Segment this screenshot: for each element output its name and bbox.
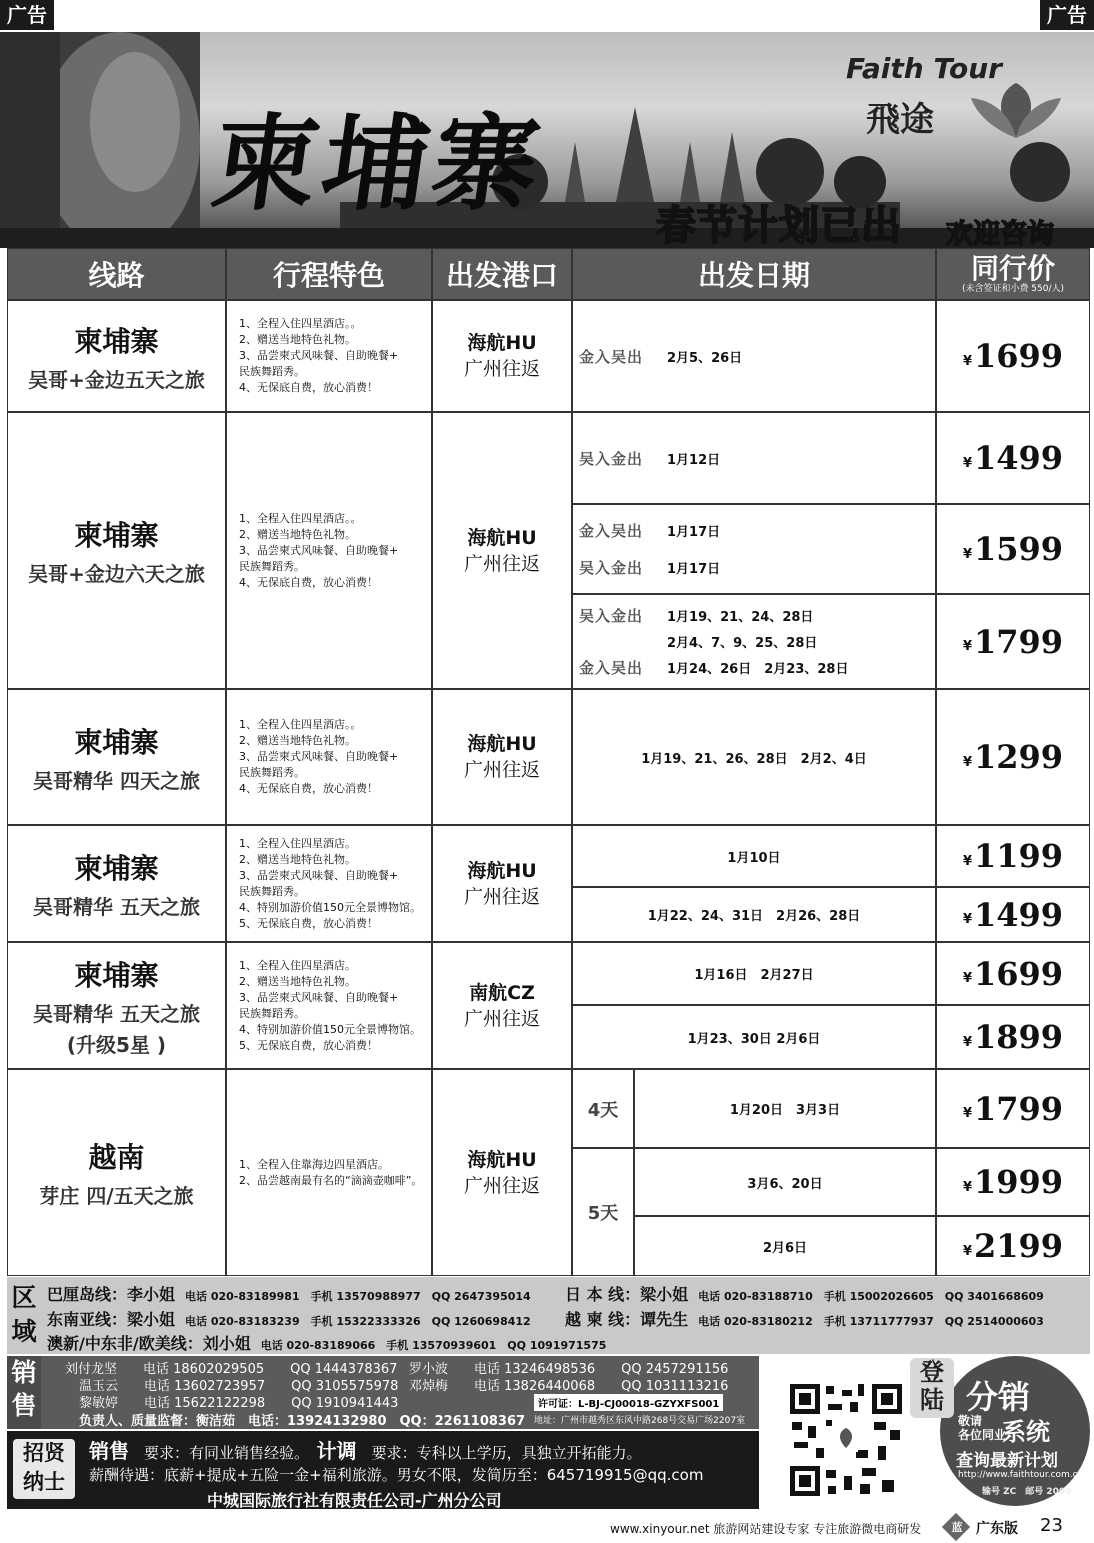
- promo-signature: 输号 ZC 邮号 2009: [982, 1487, 1072, 1497]
- feature-item: 3、品尝柬式风味餐、自助晚餐+: [239, 990, 399, 1004]
- departure-dates-cell: [572, 942, 936, 1005]
- contact-name: 东南亚线：梁小姐: [47, 1310, 176, 1329]
- currency-symbol: ¥: [962, 639, 972, 654]
- sales-contacts: [7, 1356, 759, 1429]
- qr-code-icon[interactable]: [786, 1380, 906, 1500]
- port-cell: [432, 825, 572, 942]
- welcome-inquiry-banner: 欢迎咨询: [946, 219, 1054, 248]
- departure-dates-cell: [572, 1005, 936, 1069]
- feature-item: 1、全程入住四星酒店。。: [239, 511, 362, 525]
- route-destination: 柬埔寨: [74, 725, 159, 759]
- features-cell: [226, 689, 432, 825]
- airline: 海航HU: [467, 733, 537, 755]
- route-description: 吴哥精华 五天之旅: [33, 895, 200, 919]
- feature-item: 2、赠送当地特色礼物。: [239, 527, 356, 541]
- route-cell: [7, 1069, 226, 1276]
- ad-tag-left: 广告: [0, 0, 54, 30]
- duration-label-cell: [572, 1069, 634, 1148]
- header-features-label: 行程特色: [272, 259, 385, 292]
- page-number: 23: [1040, 1515, 1063, 1536]
- feature-item: 民族舞蹈秀。: [239, 365, 305, 378]
- departure-dates-cell: [572, 689, 936, 825]
- sales-row: 温玉云 电话 13602723957 QQ 3105575978: [79, 1379, 399, 1394]
- feature-item: 民族舞蹈秀。: [239, 1006, 305, 1020]
- departure-dates: 2月4、7、9、25、28日: [667, 636, 818, 651]
- price-value: 1299: [973, 738, 1064, 776]
- airline: 海航HU: [467, 859, 537, 882]
- contact-name: 越 柬 线：谭先生: [565, 1310, 689, 1329]
- route-cell: [7, 300, 226, 412]
- currency-symbol: ¥: [962, 353, 972, 369]
- sales-manager: 负责人、质量监督：衡洁茹 电话：13924132980 QQ：2261108367: [79, 1414, 526, 1429]
- price-value: 1699: [973, 337, 1064, 375]
- feature-item: 民族舞蹈秀。: [239, 884, 305, 898]
- header-route: [7, 248, 226, 300]
- price-cell: [936, 1216, 1090, 1276]
- sales-tag: 销售: [7, 1356, 41, 1429]
- feature-item: 4、无保底自费，放心消费！: [239, 782, 378, 795]
- contact-row: [565, 1282, 1044, 1305]
- header-price-label: 同行价: [970, 251, 1055, 285]
- recruitment-section: [7, 1431, 759, 1509]
- departure-dates: 1月17日: [667, 562, 721, 577]
- header-price: [936, 248, 1090, 300]
- contact-row: [565, 1307, 1044, 1330]
- departure-dates: 1月16日 2月27日: [694, 968, 814, 983]
- feature-item: 1、全程入住四星酒店。: [239, 836, 356, 850]
- currency-symbol: ¥: [962, 853, 972, 869]
- feature-item: 3、品尝柬式风味餐、自助晚餐+: [239, 543, 399, 557]
- sales-row: 刘付龙坚 电话 18602029505 QQ 1444378367: [65, 1362, 398, 1377]
- entry-exit-label: 金入吴出: [579, 659, 644, 677]
- route-description: 吴哥精华 四天之旅: [33, 768, 200, 793]
- route-cell: [7, 412, 226, 689]
- departure-dates: 1月17日: [667, 525, 721, 540]
- departure-dates-cell: [572, 594, 936, 689]
- price-cell: [936, 942, 1090, 1005]
- header-dates-label: 出发日期: [697, 259, 810, 292]
- contact-info: 电话 020-83180212 手机 13711777937 QQ 2514000603: [698, 1315, 1044, 1328]
- footer-badge: 蓝: [951, 1521, 963, 1534]
- route-description: 吴哥+金边五天之旅: [28, 367, 205, 392]
- license-number: 许可证：L-BJ-CJ00018-GZYXFS001: [534, 1394, 723, 1411]
- contact-name: 日 本 线：梁小姐: [565, 1285, 689, 1304]
- currency-symbol: ¥: [962, 754, 972, 770]
- feature-item: 2、赠送当地特色礼物。: [239, 734, 356, 747]
- feature-item: 4、特别加游价值150元全景博物馆。: [239, 900, 421, 914]
- company-address: 地址：广州市越秀区东风中路268号交易广场2207室: [534, 1416, 746, 1426]
- airline: 海航HU: [467, 1148, 537, 1171]
- currency-symbol: ¥: [962, 912, 972, 927]
- duration-label: 5天: [587, 1203, 619, 1224]
- contact-name: 巴厘岛线：李小姐: [47, 1285, 176, 1304]
- feature-item: 2、赠送当地特色礼物。: [239, 333, 356, 346]
- faith-tour-logo: Faith Tour 飛途: [846, 52, 1076, 152]
- footer-text: www.xinyour.net 旅游网站建设专家 专注旅游微电商研发: [610, 1522, 922, 1536]
- feature-item: 2、赠送当地特色礼物。: [239, 852, 356, 866]
- departure-dates-cell: [572, 300, 936, 412]
- currency-symbol: ¥: [962, 1106, 972, 1121]
- entry-exit-label: 吴入金出: [579, 449, 644, 468]
- price-cell: [936, 887, 1090, 942]
- price-cell: [936, 825, 1090, 887]
- header-route-label: 线路: [88, 259, 145, 292]
- departure-dates: 1月22、24、31日 2月26、28日: [647, 909, 861, 924]
- contact-row: [47, 1282, 531, 1305]
- contact-row: [47, 1307, 531, 1330]
- departure-dates-cell: [572, 504, 936, 594]
- recruit-tag: 招贤纳士: [13, 1439, 75, 1499]
- features-cell: [226, 300, 432, 412]
- promo-system: 系统: [1002, 1418, 1050, 1446]
- header-dates: [572, 248, 936, 300]
- price-value: 1799: [973, 1089, 1064, 1128]
- feature-item: 4、特别加游价值150元全景博物馆。: [239, 1022, 421, 1036]
- feature-item: 1、全程入住四星酒店。。: [239, 718, 362, 731]
- price-value: 1699: [973, 954, 1064, 993]
- price-value: 1799: [973, 622, 1064, 661]
- currency-symbol: ¥: [962, 1034, 972, 1050]
- departure-dates: 1月24、26日 2月23、28日: [667, 662, 849, 677]
- route-cell: [7, 689, 226, 825]
- contact-row: [47, 1331, 606, 1354]
- price-value: 1499: [973, 439, 1064, 477]
- feature-item: 3、品尝柬式风味餐、自助晚餐+: [239, 349, 399, 362]
- sales-row: 罗小波 电话 13246498536 QQ 2457291156: [409, 1362, 729, 1377]
- header-port: [432, 248, 572, 300]
- contact-info: 电话 020-83188710 手机 15002026605 QQ 3401668609: [698, 1290, 1044, 1303]
- airline: 海航HU: [467, 526, 537, 549]
- features-cell: [226, 1069, 432, 1276]
- price-cell: [936, 1005, 1090, 1069]
- route-destination: 越南: [88, 1141, 145, 1174]
- price-value: 1899: [973, 1018, 1064, 1056]
- entry-exit-label: 吴入金出: [579, 559, 644, 577]
- departure-dates-cell: [634, 1148, 936, 1216]
- route-destination: 柬埔寨: [74, 324, 159, 358]
- currency-symbol: ¥: [962, 455, 972, 471]
- feature-item: 1、全程入住靠海边四星酒店。: [239, 1157, 389, 1171]
- departure-dates: 1月19、21、26、28日 2月2、4日: [641, 751, 867, 767]
- entry-exit-label: 吴入金出: [579, 607, 644, 625]
- price-value: 1199: [973, 837, 1064, 875]
- port-cell: [432, 1069, 572, 1276]
- port-cell: [432, 689, 572, 825]
- regional-contacts: [7, 1277, 1090, 1354]
- promo-title: 分销: [966, 1378, 1031, 1416]
- entry-exit-label: 金入吴出: [579, 347, 644, 366]
- departure-dates-cell: [572, 887, 936, 942]
- port-cell: [432, 300, 572, 412]
- contact-info: 电话 020-83189981 手机 13570988977 QQ 2647395014: [185, 1290, 531, 1303]
- feature-item: 1、全程入住四星酒店。: [239, 958, 356, 972]
- sales-row: 邓焯梅 电话 13826440068 QQ 1031113216: [409, 1379, 729, 1394]
- header-port-label: 出发港口: [445, 259, 558, 292]
- feature-item: 5、无保底自费，放心消费！: [239, 1038, 378, 1052]
- price-cell: [936, 1069, 1090, 1148]
- price-cell: [936, 689, 1090, 825]
- departure-city: 广州往返: [463, 759, 540, 781]
- lotus-logo-icon: [966, 78, 1066, 148]
- currency-symbol: ¥: [962, 1243, 972, 1259]
- hero-banner: [0, 32, 1094, 248]
- departure-dates: 1月20日 3月3日: [729, 1103, 841, 1118]
- tour-price-table: [7, 248, 1090, 1276]
- spring-festival-banner: 春节计划已出: [656, 203, 902, 248]
- price-value: 2199: [973, 1227, 1064, 1265]
- route-description: 吴哥精华 五天之旅: [33, 1001, 200, 1026]
- features-cell: [226, 942, 432, 1069]
- route-cell: [7, 825, 226, 942]
- header-features: [226, 248, 432, 300]
- feature-item: 2、赠送当地特色礼物。: [239, 974, 356, 988]
- page-footer: [0, 1512, 1094, 1543]
- feature-item: 4、无保底自费，放心消费！: [239, 575, 378, 589]
- features-cell: [226, 412, 432, 689]
- currency-symbol: ¥: [962, 971, 972, 986]
- duration-label-cell: [572, 1148, 634, 1276]
- departure-dates-cell: [572, 825, 936, 887]
- price-cell: [936, 1148, 1090, 1216]
- route-destination: 柬埔寨: [74, 519, 159, 552]
- departure-dates: 1月23、30日 2月6日: [687, 1031, 821, 1047]
- currency-symbol: ¥: [962, 1179, 972, 1195]
- feature-item: 1、全程入住四星酒店。。: [239, 317, 362, 330]
- price-cell: [936, 412, 1090, 504]
- price-value: 1599: [973, 530, 1064, 568]
- currency-symbol: ¥: [962, 546, 972, 562]
- departure-dates: 1月10日: [727, 850, 781, 866]
- port-cell: [432, 942, 572, 1069]
- departure-dates: 3月6、20日: [747, 1176, 823, 1192]
- feature-item: 4、无保底自费，放心消费！: [239, 381, 378, 394]
- features-cell: [226, 825, 432, 942]
- sales-row: 黎敏婷 电话 15622122298 QQ 1910941443: [79, 1396, 399, 1411]
- departure-city: 广州往返: [463, 1174, 540, 1197]
- edition-label: 广东版: [976, 1521, 1018, 1537]
- price-value: 1999: [973, 1163, 1064, 1201]
- hero-title: 柬埔寨: [205, 102, 553, 225]
- route-cell: [7, 942, 226, 1069]
- feature-item: 3、品尝柬式风味餐、自助晚餐+: [239, 750, 399, 763]
- departure-dates-cell: [634, 1216, 936, 1276]
- departure-dates: 2月6日: [762, 1240, 808, 1256]
- departure-city: 广州往返: [463, 358, 540, 380]
- feature-item: 民族舞蹈秀。: [239, 559, 305, 573]
- departure-city: 广州往返: [463, 1007, 540, 1030]
- company-name: 中城国际旅行社有限责任公司-广州分公司: [207, 1491, 502, 1510]
- departure-city: 广州往返: [463, 885, 540, 908]
- contact-info: 电话 020-83189066 手机 13570939601 QQ 1091971575: [260, 1339, 607, 1352]
- login-tag[interactable]: 登陆: [910, 1358, 954, 1418]
- departure-city: 广州往返: [463, 552, 540, 575]
- price-cell: [936, 300, 1090, 412]
- duration-label: 4天: [587, 1099, 619, 1121]
- route-description: 芽庄 四/五天之旅: [39, 1184, 194, 1208]
- entry-exit-label: 金入吴出: [579, 522, 644, 540]
- feature-item: 2、品尝越南最有名的“滴滴壶咖啡”。: [239, 1173, 423, 1187]
- price-cell: [936, 594, 1090, 689]
- promo-invite: 敬请 各位同业: [958, 1414, 1007, 1442]
- airline: 海航HU: [467, 332, 537, 354]
- distribution-system-promo[interactable]: [910, 1356, 1090, 1506]
- promo-url[interactable]: http://www.faithtour.com.cn: [958, 1470, 1084, 1480]
- region-tag: 区域: [11, 1283, 37, 1346]
- contact-info: 电话 020-83183239 手机 15322333326 QQ 1260698412: [185, 1315, 531, 1328]
- route-destination: 柬埔寨: [74, 852, 159, 885]
- price-value: 1499: [973, 895, 1064, 934]
- route-description: (升级5星 ): [66, 1032, 167, 1057]
- route-destination: 柬埔寨: [74, 958, 159, 992]
- contact-name: 澳新/中东非/欧美线：刘小姐: [47, 1334, 251, 1353]
- promo-query: 查询最新计划: [956, 1451, 1058, 1471]
- departure-dates: 2月5、26日: [667, 350, 743, 366]
- departure-dates: 1月19、21、24、28日: [667, 610, 814, 625]
- header-price-note: (未含签证和小费 550/人): [961, 283, 1065, 294]
- airline: 南航CZ: [469, 981, 535, 1004]
- feature-item: 民族舞蹈秀。: [239, 766, 305, 779]
- recruit-roles: 销售 要求：有同业销售经验。 计调 要求：专科以上学历，具独立开拓能力。: [89, 1439, 642, 1463]
- recruit-benefits: 薪酬待遇：底薪+提成+五险一金+福利旅游。男女不限，发简历至：645719915@qq.com: [89, 1466, 704, 1484]
- price-cell: [936, 504, 1090, 594]
- port-cell: [432, 412, 572, 689]
- feature-item: 3、品尝柬式风味餐、自助晚餐+: [239, 868, 399, 882]
- departure-dates-cell: [634, 1069, 936, 1148]
- feature-item: 5、无保底自费，放心消费！: [239, 916, 378, 930]
- ad-tag-right: 广告: [1040, 0, 1094, 30]
- departure-dates: 1月12日: [667, 452, 721, 468]
- route-description: 吴哥+金边六天之旅: [28, 562, 205, 586]
- departure-dates-cell: [572, 412, 936, 504]
